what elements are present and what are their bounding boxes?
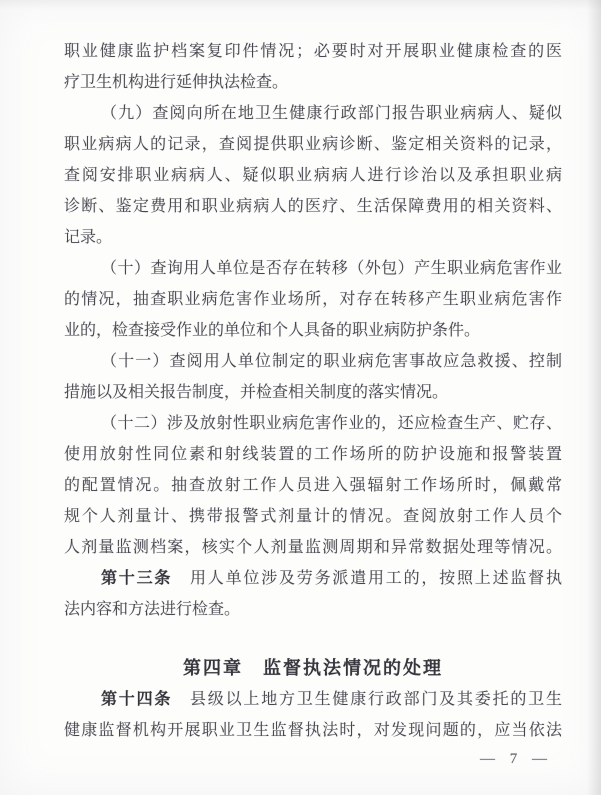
text-line: 职业健康监护档案复印件情况；必要时对开展职业健康检查的医 [64, 43, 562, 60]
text-line: （十）查询用人单位是否存在转移（外包）产生职业病危害作业 [101, 260, 562, 277]
text-line: （九）查阅向所在地卫生健康行政部门报告职业病病人、疑似 [101, 105, 562, 122]
text-line: 诊断、鉴定费用和职业病病人的医疗、生活保障费用的相关资料、 [64, 198, 562, 215]
text-line: 使用放射性同位素和射线装置的工作场所的防护设施和报警装置 [64, 446, 562, 463]
text-line: 第十三条 用人单位涉及劳务派遣用工的，按照上述监督执 [101, 570, 562, 587]
scan-edge-shadow-top [0, 0, 601, 10]
text-line: 业的，检查接受作业的单位和个人具备的职业病防护条件。 [64, 322, 481, 339]
article-number-bold: 第十四条 [101, 691, 173, 708]
scan-edge-shadow-right [587, 0, 601, 795]
text-line: 法内容和方法进行检查。 [64, 601, 241, 618]
text-line: 规个人剂量计、携带报警式剂量计的情况。查阅放射工作人员个 [64, 508, 562, 525]
text-line: 职业病病人的记录，查阅提供职业病诊断、鉴定相关资料的记录， [64, 136, 562, 153]
text-line: 健康监督机构开展职业卫生监督执法时，对发现问题的，应当依法 [64, 722, 562, 739]
document-body [64, 36, 562, 746]
text-line: 查阅安排职业病病人、疑似职业病病人进行诊治以及承担职业病 [64, 167, 562, 184]
page-number: — 7 — [480, 751, 550, 767]
text-line: 的配置情况。抽查放射工作人员进入强辐射工作场所时，佩戴常 [64, 477, 562, 494]
text-line: 人剂量监测档案，核实个人剂量监测周期和异常数据处理等情况。 [64, 539, 562, 556]
text-line: 的情况，抽查职业病危害作业场所，对存在转移产生职业病危害作 [64, 291, 562, 308]
text-line: 记录。 [64, 229, 113, 246]
text-line: （十一）查阅用人单位制定的职业病危害事故应急救援、控制 [101, 353, 562, 370]
text-line: 第十四条 县级以上地方卫生健康行政部门及其委托的卫生 [101, 691, 562, 708]
article-number-bold: 第十三条 [101, 570, 173, 587]
text-line: 措施以及相关报告制度，并检查相关制度的落实情况。 [64, 384, 449, 401]
text-line: 疗卫生机构进行延伸执法检查。 [64, 74, 289, 91]
chapter-heading: 第四章 监督执法情况的处理 [183, 658, 443, 678]
text-line: （十二）涉及放射性职业病危害作业的，还应检查生产、贮存、 [101, 415, 562, 432]
